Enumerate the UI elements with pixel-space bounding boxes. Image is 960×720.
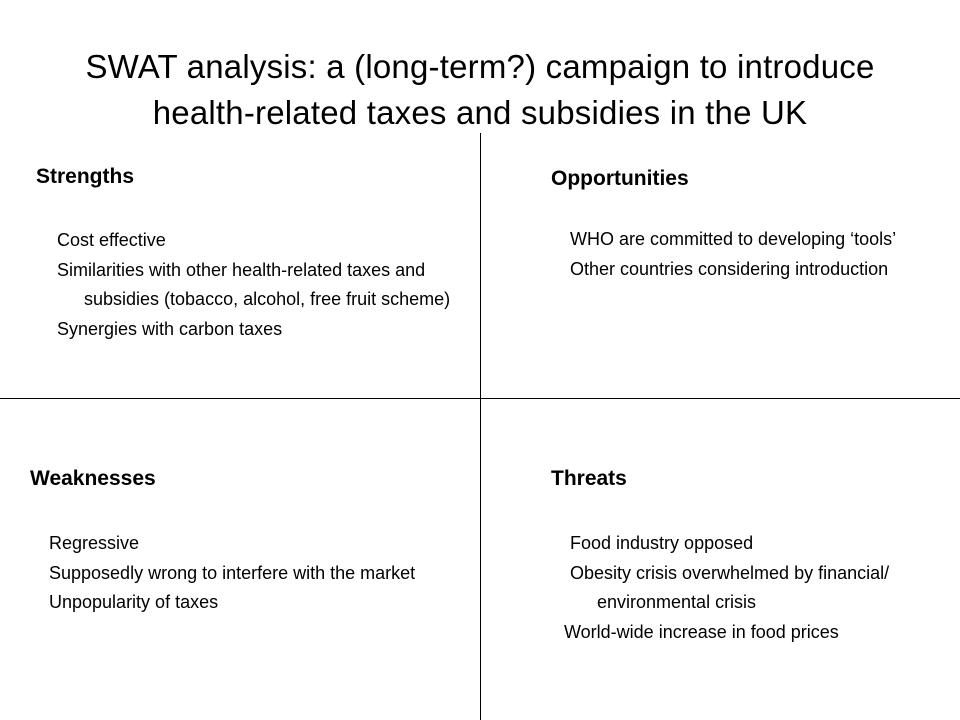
- opportunities-item: Other countries considering introduction: [570, 258, 889, 279]
- opportunities-list: [570, 225, 950, 284]
- slide-title-line-2: health-related taxes and subsidies in the UK: [152, 94, 808, 131]
- strengths-heading: Strengths: [36, 165, 135, 188]
- threats-item: Food industry opposed: [570, 533, 754, 553]
- weaknesses-item: Unpopularity of taxes: [49, 592, 219, 612]
- opportunities-item: WHO are committed to developing ‘tools’: [570, 229, 897, 249]
- strengths-list: [57, 226, 457, 344]
- threats-item: World-wide increase in food prices: [564, 621, 839, 642]
- weaknesses-heading: Weaknesses: [30, 467, 156, 490]
- slide-title: [0, 44, 960, 136]
- vertical-divider: [480, 133, 481, 720]
- weaknesses-list: [49, 529, 459, 618]
- strengths-item: Synergies with carbon taxes: [57, 318, 283, 339]
- slide-title-line-1: SWAT analysis: a (long-term?) campaign to introduce: [85, 48, 875, 85]
- weaknesses-item: Supposedly wrong to interfere with the market: [49, 562, 416, 583]
- threats-list: [564, 529, 955, 647]
- weaknesses-item: Regressive: [49, 533, 140, 553]
- strengths-item: Similarities with other health-related taxes and subsidies (tobacco, alcohol, free fruit scheme): [57, 259, 451, 309]
- strengths-item: Cost effective: [57, 230, 166, 250]
- opportunities-heading: Opportunities: [551, 167, 689, 190]
- threats-item: Obesity crisis overwhelmed by financial/ environmental crisis: [570, 562, 895, 612]
- horizontal-divider: [0, 398, 960, 399]
- threats-heading: Threats: [551, 467, 627, 490]
